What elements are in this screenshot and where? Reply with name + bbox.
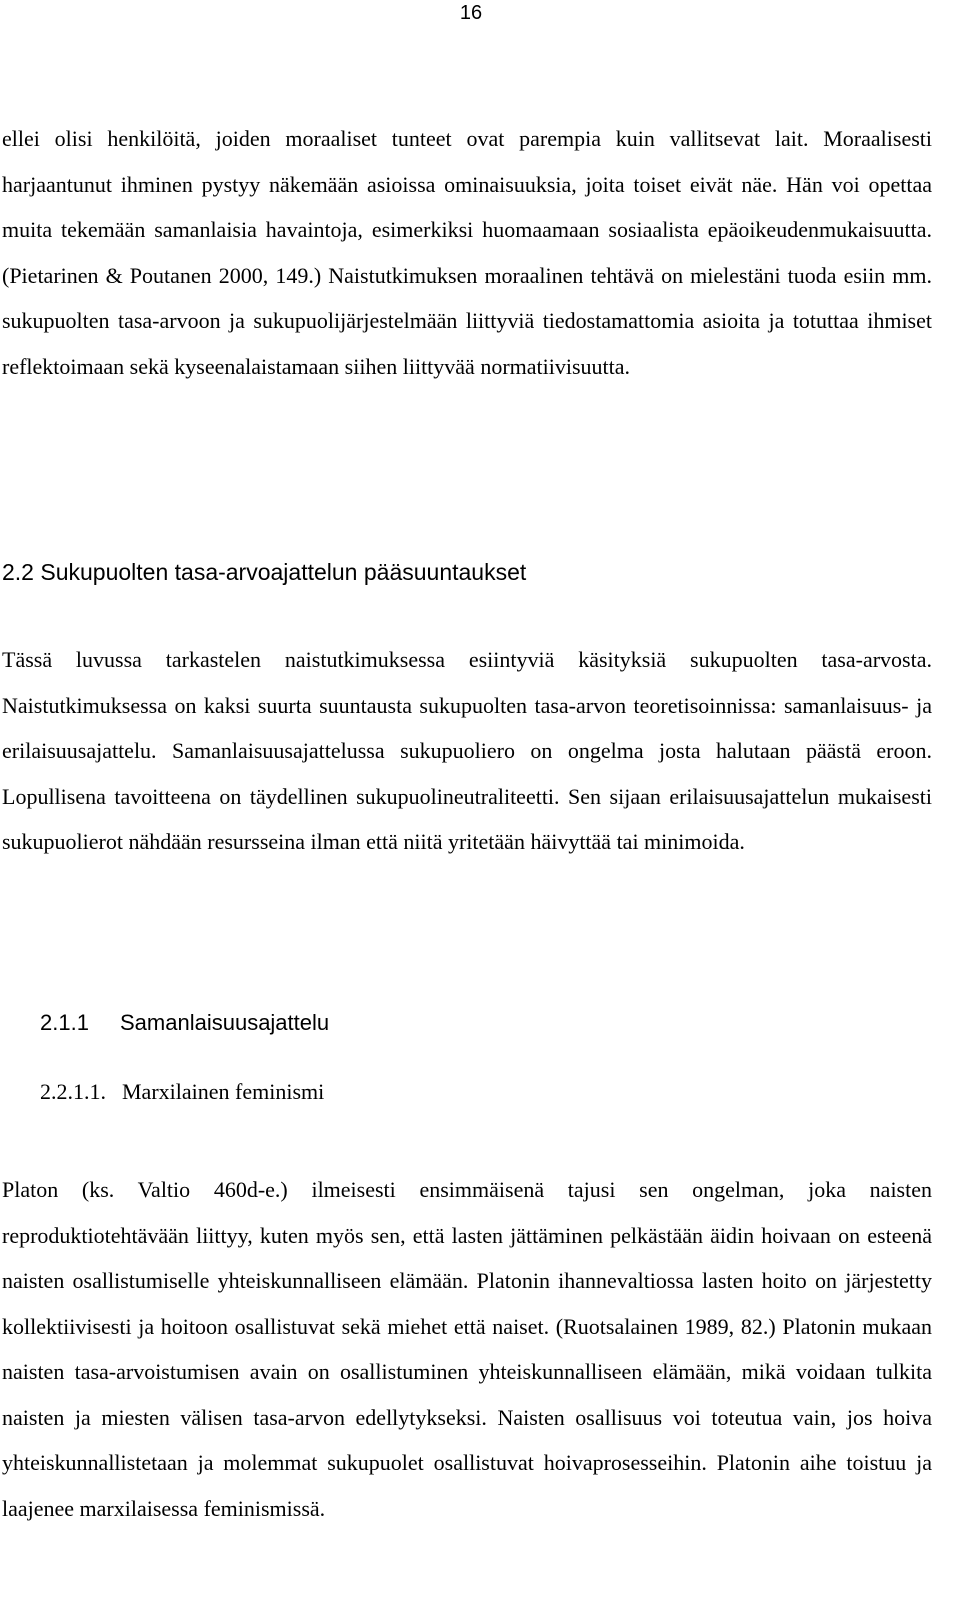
subsection-title: Samanlaisuusajattelu [120, 1010, 330, 1035]
paragraph-platon: Platon (ks. Valtio 460d-e.) ilmeisesti ensimmäisenä tajusi sen ongelman, joka naisten reproduktiotehtävään liittyy, kuten myös sen, että lasten jättäminen pelkästään äidin hoivaan on esteenä naisten osallistumiselle yhteiskunnalliseen elämään. Platonin ihannevaltiossa lasten hoito on järjestetty kollektiivisesti ja hoitoon osallistuvat sekä miehet että naiset. (Ruotsalainen 1989, 82.) Platonin mukaan naisten tasa-arvoistumisen avain on osallistuminen yhteiskunnalliseen elämään, mikä voidaan tulkita naisten ja miesten välisen tasa-arvon edellytykseksi. Naisten osallisuus voi toteutua vain, jos hoiva yhteiskunnallistetaan ja molemmat sukupuolet osallistuvat hoivaprosesseihin. Platonin aihe toistuu ja laajenee marxilaisessa feminismissä. [2, 1177, 932, 1521]
paragraph-moral-task: ellei olisi henkilöitä, joiden moraaliset tunteet ovat parempia kuin vallitsevat lait. Moraalisesti harjaantunut ihminen pystyy näkemään asioissa ominaisuuksia, joita toiset eivät näe. Hän voi opettaa muita tekemään samanlaisia havaintoja, esimerkiksi huomaamaan sosiaalista epäoikeudenmukaisuutta. (Pietarinen & Poutanen 2000, 149.) Naistutkimuksen moraalinen tehtävä on mielestäni tuoda esiin mm. sukupuolten tasa-arvoon ja sukupuolijärjestelmään liittyviä tiedostamattomia asioita ja totuttaa ihmiset reflektoimaan sekä kyseenalaistamaan siihen liittyvää normatiivisuutta. [2, 126, 932, 379]
subsubsection-heading [40, 1077, 324, 1107]
subsubsection-number: 2.2.1.1. [40, 1079, 106, 1104]
subsection-number: 2.1.1 [40, 1010, 89, 1035]
subsection-heading [40, 1008, 329, 1038]
paragraph-equality-orientations: Tässä luvussa tarkastelen naistutkimuksessa esiintyviä käsityksiä sukupuolten tasa-arvosta. Naistutkimuksessa on kaksi suurta suuntausta sukupuolten tasa-arvon teoretisoinnissa: samanlaisuus- ja erilaisuusajattelu. Samanlaisuusajattelussa sukupuoliero on ongelma josta halutaan päästä eroon. Lopullisena tavoitteena on täydellinen sukupuolineutraliteetti. Sen sijaan erilaisuusajattelun mukaisesti sukupuolierot nähdään resursseina ilman että niitä yritetään häivyttää tai minimoida. [2, 647, 932, 854]
subsubsection-title: Marxilainen feminismi [122, 1079, 325, 1104]
section-heading: 2.2 Sukupuolten tasa-arvoajattelun pääsuuntaukset [2, 559, 527, 585]
page-number: 16 [459, 2, 483, 24]
